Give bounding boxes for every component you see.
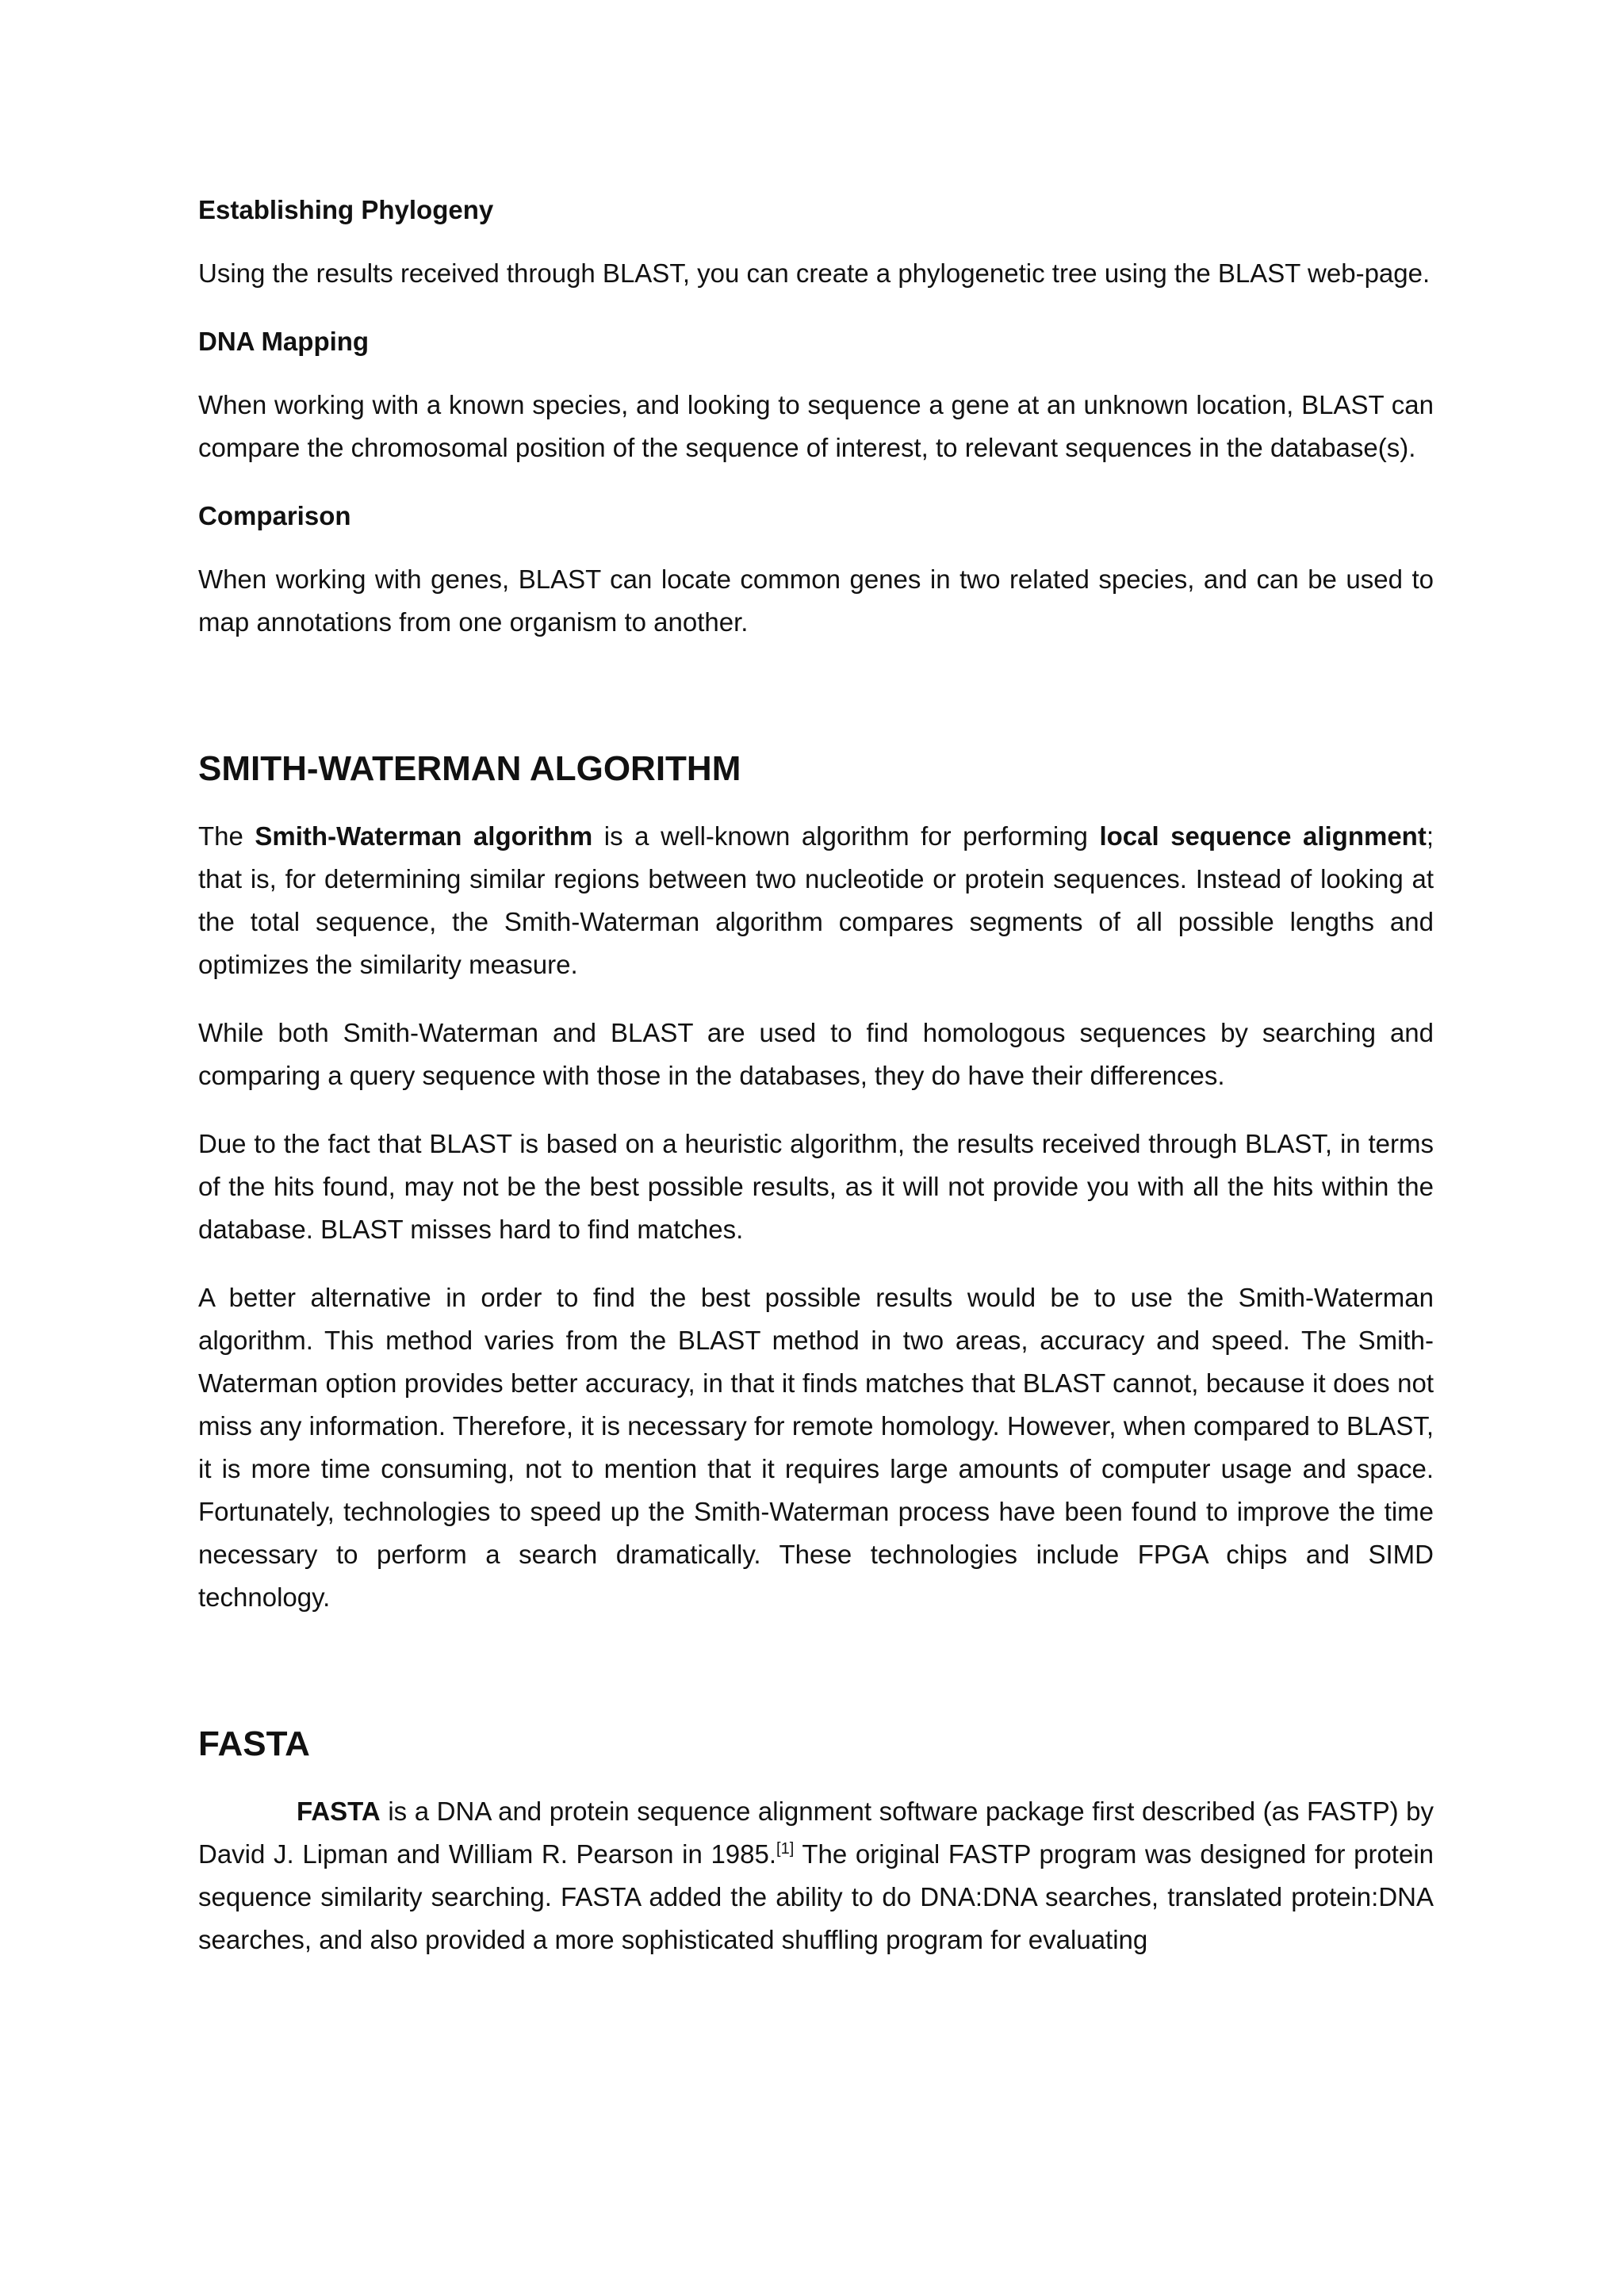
term-smith-waterman-algorithm: Smith-Waterman algorithm: [255, 821, 593, 851]
paragraph-dna-mapping: When working with a known species, and looking to sequence a gene at an unknown location, BLAST can compare the chromosomal position of the sequence of interest, to relevant sequences in the database(s).: [198, 390, 1434, 462]
term-fasta: FASTA: [297, 1797, 381, 1826]
paragraph-fasta-intro: FASTA is a DNA and protein sequence alignment software package first described (as FASTP) by David J. Lipman and William R. Pearson in 1985.[1] The original FASTP program was designed for protein sequence similarity searching. FASTA added the ability to do DNA:DNA searches, translated protein:DNA searches, and also provided a more sophisticated shuffling program for evaluating: [198, 1797, 1434, 1954]
heading-establishing-phylogeny: Establishing Phylogeny: [198, 195, 494, 224]
citation-reference[interactable]: [1]: [776, 1840, 795, 1858]
section-title-fasta: FASTA: [198, 1724, 310, 1763]
paragraph-better-alternative: A better alternative in order to find the best possible results would be to use the Smith-Waterman algorithm. This method varies from the BLAST method in two areas, accuracy and speed. The Smith-Waterman option provides better accuracy, in that it finds matches that BLAST cannot, because it does not miss any information. Therefore, it is necessary for remote homology. However, when compared to BLAST, it is more time consuming, not to mention that it requires large amounts of computer usage and space. Fortunately, technologies to speed up the Smith-Waterman process have been found to improve the time necessary to perform a search dramatically. These technologies include FPGA chips and SIMD technology.: [198, 1283, 1434, 1612]
heading-comparison: Comparison: [198, 501, 351, 530]
section-title-smith-waterman: SMITH-WATERMAN ALGORITHM: [198, 749, 741, 788]
heading-dna-mapping: DNA Mapping: [198, 327, 370, 356]
paragraph-blast-heuristic: Due to the fact that BLAST is based on a heuristic algorithm, the results received through BLAST, in terms of the hits found, may not be the best possible results, as it will not provide you with all the hits within the database. BLAST misses hard to find matches.: [198, 1129, 1434, 1244]
paragraph-smith-waterman-vs-blast: While both Smith-Waterman and BLAST are used to find homologous sequences by searching and comparing a query sequence with those in the databases, they do have their differences.: [198, 1018, 1434, 1090]
paragraph-smith-waterman-intro: The Smith-Waterman algorithm is a well-known algorithm for performing local sequence alignment; that is, for determining similar regions between two nucleotide or protein sequences. Instead of looking at the total sequence, the Smith-Waterman algorithm compares segments of all possible lengths and optimizes the similarity measure.: [198, 821, 1434, 979]
paragraph-phylogeny: Using the results received through BLAST, you can create a phylogenetic tree using the BLAST web-page.: [198, 258, 1431, 288]
paragraph-comparison: When working with genes, BLAST can locate common genes in two related species, and can be used to map annotations from one organism to another.: [198, 564, 1434, 637]
term-local-sequence-alignment: local sequence alignment: [1099, 821, 1427, 851]
document-page: [198, 189, 1434, 1987]
